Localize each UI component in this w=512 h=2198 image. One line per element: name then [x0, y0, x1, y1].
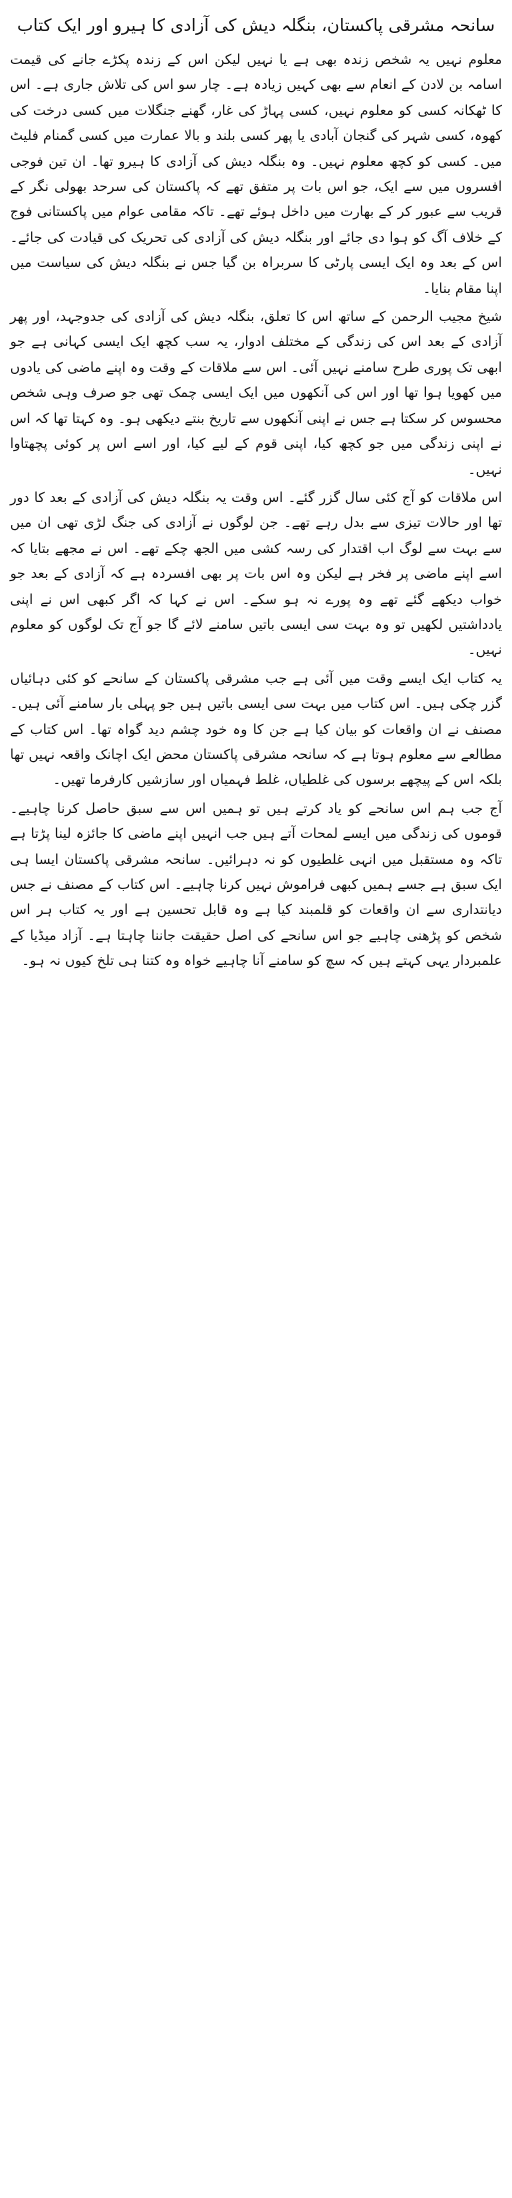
- article-headline: سانحہ مشرقی پاکستان، بنگلہ دیش کی آزادی کا ہیرو اور ایک کتاب: [17, 16, 495, 36]
- article-paragraph: شیخ مجیب الرحمن کے ساتھ اس کا تعلق، بنگلہ دیش کی آزادی کی جدوجہد، اور پھر آزادی کے بعد اس کی زندگی کے مختلف ادوار، یہ سب کچھ ایک ایسی کہانی ہے جو ابھی تک پوری طرح سامنے نہیں آئی۔ اس سے ملاقات کے وقت وہ اپنے ماضی کی یادوں میں کھویا ہوا تھا اور اس کی آنکھوں میں ایک ایسی چمک تھی جو صرف وہی شخص محسوس کر سکتا ہے جس نے اپنی آنکھوں سے تاریخ بنتے دیکھی ہو۔ وہ کہتا تھا کہ اس نے اپنی زندگی میں جو کچھ کیا، اپنی قوم کے لیے کیا، اور اسے اس پر کوئی پچھتاوا نہیں۔: [10, 309, 502, 478]
- article-paragraph: آج جب ہم اس سانحے کو یاد کرتے ہیں تو ہمیں اس سے سبق حاصل کرنا چاہیے۔ قوموں کی زندگی میں ایسے لمحات آتے ہیں جب انہیں اپنے ماضی کا جائزہ لینا پڑتا ہے تاکہ وہ مستقبل میں انہی غلطیوں کو نہ دہرائیں۔ سانحہ مشرقی پاکستان ایسا ہی ایک سبق ہے جسے ہمیں کبھی فراموش نہیں کرنا چاہیے۔ اس کتاب کے مصنف نے جس دیانتداری سے ان واقعات کو قلمبند کیا ہے وہ قابل تحسین ہے اور یہ کتاب ہر اس شخص کو پڑھنی چاہیے جو اس سانحے کی اصل حقیقت جاننا چاہتا ہے۔ آزاد میڈیا کے علمبردار یہی کہتے ہیں کہ سچ کو سامنے آنا چاہیے خواہ وہ کتنا ہی تلخ کیوں نہ ہو۔: [10, 800, 502, 970]
- article-paragraph: اس ملاقات کو آج کئی سال گزر گئے۔ اس وقت یہ بنگلہ دیش کی آزادی کے بعد کا دور تھا اور حالات تیزی سے بدل رہے تھے۔ جن لوگوں نے آزادی کی جنگ لڑی تھی ان میں سے بہت سے لوگ اب اقتدار کی رسہ کشی میں الجھ چکے تھے۔ اس نے مجھے بتایا کہ اسے اپنے ماضی پر فخر ہے لیکن وہ اس بات پر بھی افسردہ ہے کہ آزادی کے بعد جو خواب دیکھے گئے تھے وہ پورے نہ ہو سکے۔ اس نے کہا کہ اگر کبھی اس نے اپنی یادداشتیں لکھیں تو وہ بہت سی ایسی باتیں سامنے لائے گا جو آج تک لوگوں کو معلوم نہیں۔: [10, 489, 502, 659]
- article-paragraph: یہ کتاب ایک ایسے وقت میں آئی ہے جب مشرقی پاکستان کے سانحے کو کئی دہائیاں گزر چکی ہیں۔ اس کتاب میں بہت سی ایسی باتیں ہیں جو پہلی بار سامنے آئی ہیں۔ مصنف نے ان واقعات کو بیان کیا ہے جن کا وہ خود چشم دید گواہ تھا۔ اس کتاب کے مطالعے سے معلوم ہوتا ہے کہ سانحہ مشرقی پاکستان محض ایک اچانک واقعہ نہیں تھا بلکہ اس کے پیچھے برسوں کی غلطیاں، غلط فہمیاں اور سازشیں کارفرما تھیں۔: [10, 670, 502, 789]
- article-paragraph: معلوم نہیں یہ شخص زندہ بھی ہے یا نہیں لیکن اس کے زندہ پکڑے جانے کی قیمت اسامہ بن لادن کے انعام سے بھی کہیں زیادہ ہے۔ چار سو اس کی تلاش جاری ہے۔ اس کا ٹھکانہ کسی کو معلوم نہیں، کسی پہاڑ کی غار، گھنے جنگلات میں کسی درخت کی کھوہ، کسی شہر کی گنجان آبادی یا پھر کسی بلند و بالا عمارت میں کسی گمنام فلیٹ میں۔ کسی کو کچھ معلوم نہیں۔ وہ بنگلہ دیش کی آزادی کا ہیرو تھا۔ ان تین فوجی افسروں میں سے ایک، جو اس بات پر متفق تھے کہ پاکستان کی سرحد بھولی نگر کے قریب سے عبور کر کے بھارت میں داخل ہوئے تھے۔ تاکہ مقامی عوام میں پاکستانی فوج کے خلاف آگ کو ہوا دی جائے اور بنگلہ دیش کی آزادی کی تحریک کی قیادت کی جائے۔ اس کے بعد وہ ایک ایسی پارٹی کا سربراہ بن گیا جس نے بنگلہ دیش کی سیاست میں اپنا مقام بنایا۔: [10, 52, 502, 297]
